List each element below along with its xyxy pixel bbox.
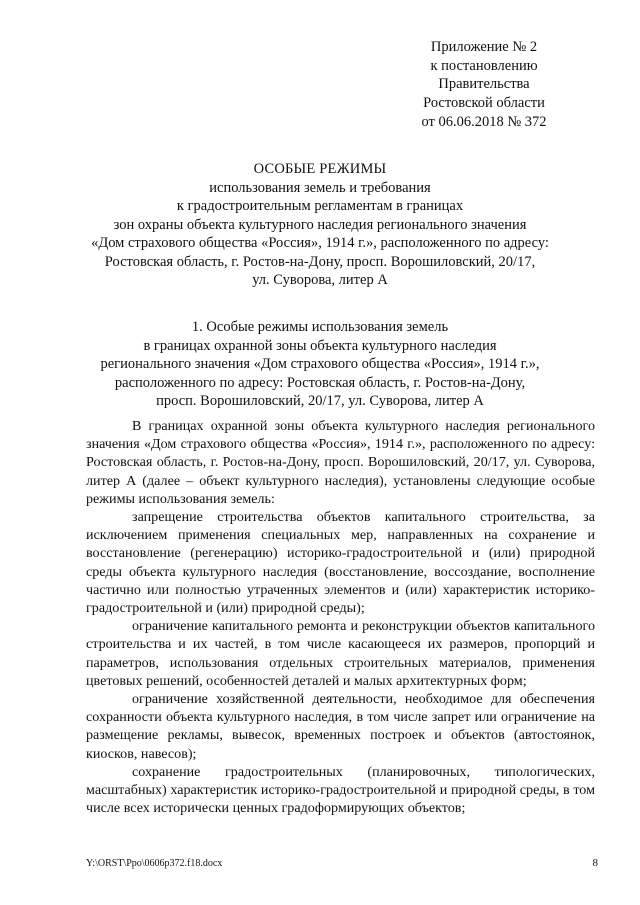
title-line: к градостроительным регламентам в границах: [176, 198, 464, 214]
section-heading-line: в границах охранной зоны объекта культурного наследия: [143, 337, 497, 354]
section-heading-line: регионального значения «Дом страхового общества «Россия», 1914 г.»,: [100, 356, 540, 373]
body-paragraph: ограничение капитального ремонта и реконструкции объектов капитального строительства и их частей, в том числе касающееся их размеров, пропорций и параметров, использования отдельных строительных материалов, применения цветовых решений, особенностей деталей и малых архитектурных форм;: [86, 618, 595, 689]
body-paragraph: запрещение строительства объектов капитального строительства, за исключением применения специальных мер, направленных на сохранение и восстановление (регенерацию) историко-градостроительной и (или) природной среды объекта культурного наследия (восстановление, воссоздание, восполнение частично или полностью утраченных элементов и (или) характеристик историко-градостроительной и (или) природной среды);: [86, 509, 595, 617]
title-line: зон охраны объекта культурного наследия регионального значения: [113, 216, 527, 233]
body-paragraph: ограничение хозяйственной деятельности, необходимое для обеспечения сохранности объекта культурного наследия, в том числе запрет или ограничение на размещение рекламы, вывесок, временных построек и объектов (автостоянок, киосков, навесов);: [86, 691, 595, 762]
section-body: [86, 417, 595, 817]
appendix-line: Правительства: [438, 76, 530, 93]
appendix-block: [389, 38, 579, 132]
appendix-line: к постановлению: [430, 57, 538, 74]
title-main: ОСОБЫЕ РЕЖИМЫ: [253, 161, 387, 177]
appendix-line: Приложение № 2: [430, 39, 538, 55]
section-heading-line: расположенного по адресу: Ростовская область, г. Ростов-на-Дону,: [114, 374, 526, 391]
section-heading-line: просп. Ворошиловский, 20/17, ул. Суворова, литер А: [156, 393, 484, 410]
section-heading-line: 1. Особые режимы использования земель: [191, 319, 449, 335]
document-title: [40, 160, 600, 290]
body-paragraph: сохранение градостроительных (планировочных, типологических, масштабных) характеристик историко-градостроительной и природной среды, в том числе всех исторически ценных градоформирующих объектов;: [86, 763, 595, 817]
title-line: использования земель и требования: [209, 179, 431, 196]
appendix-line: от 06.06.2018 № 372: [421, 113, 547, 130]
title-line: «Дом страхового общества «Россия», 1914 г.», расположенного по адресу:: [91, 235, 549, 251]
title-line: ул. Суворова, литер А: [252, 272, 388, 288]
body-paragraph: В границах охранной зоны объекта культурного наследия регионального значения «Дом страхового общества «Россия», 1914 г.», расположенного по адресу: Ростовская область, г. Ростов-на-Дону, просп. Ворошиловский, 20/17, ул. Суворова, литер А (далее – объект культурного наследия), установлены следующие особые режимы использования земель:: [86, 418, 595, 507]
section-heading: [40, 318, 600, 411]
title-line: Ростовская область, г. Ростов-на-Дону, просп. Ворошиловский, 20/17,: [104, 253, 536, 270]
page-number: 8: [592, 857, 598, 869]
appendix-line: Ростовской области: [423, 95, 545, 112]
footer-file-path: Y:\ORST\Ppo\0606p372.f18.docx: [86, 858, 223, 869]
